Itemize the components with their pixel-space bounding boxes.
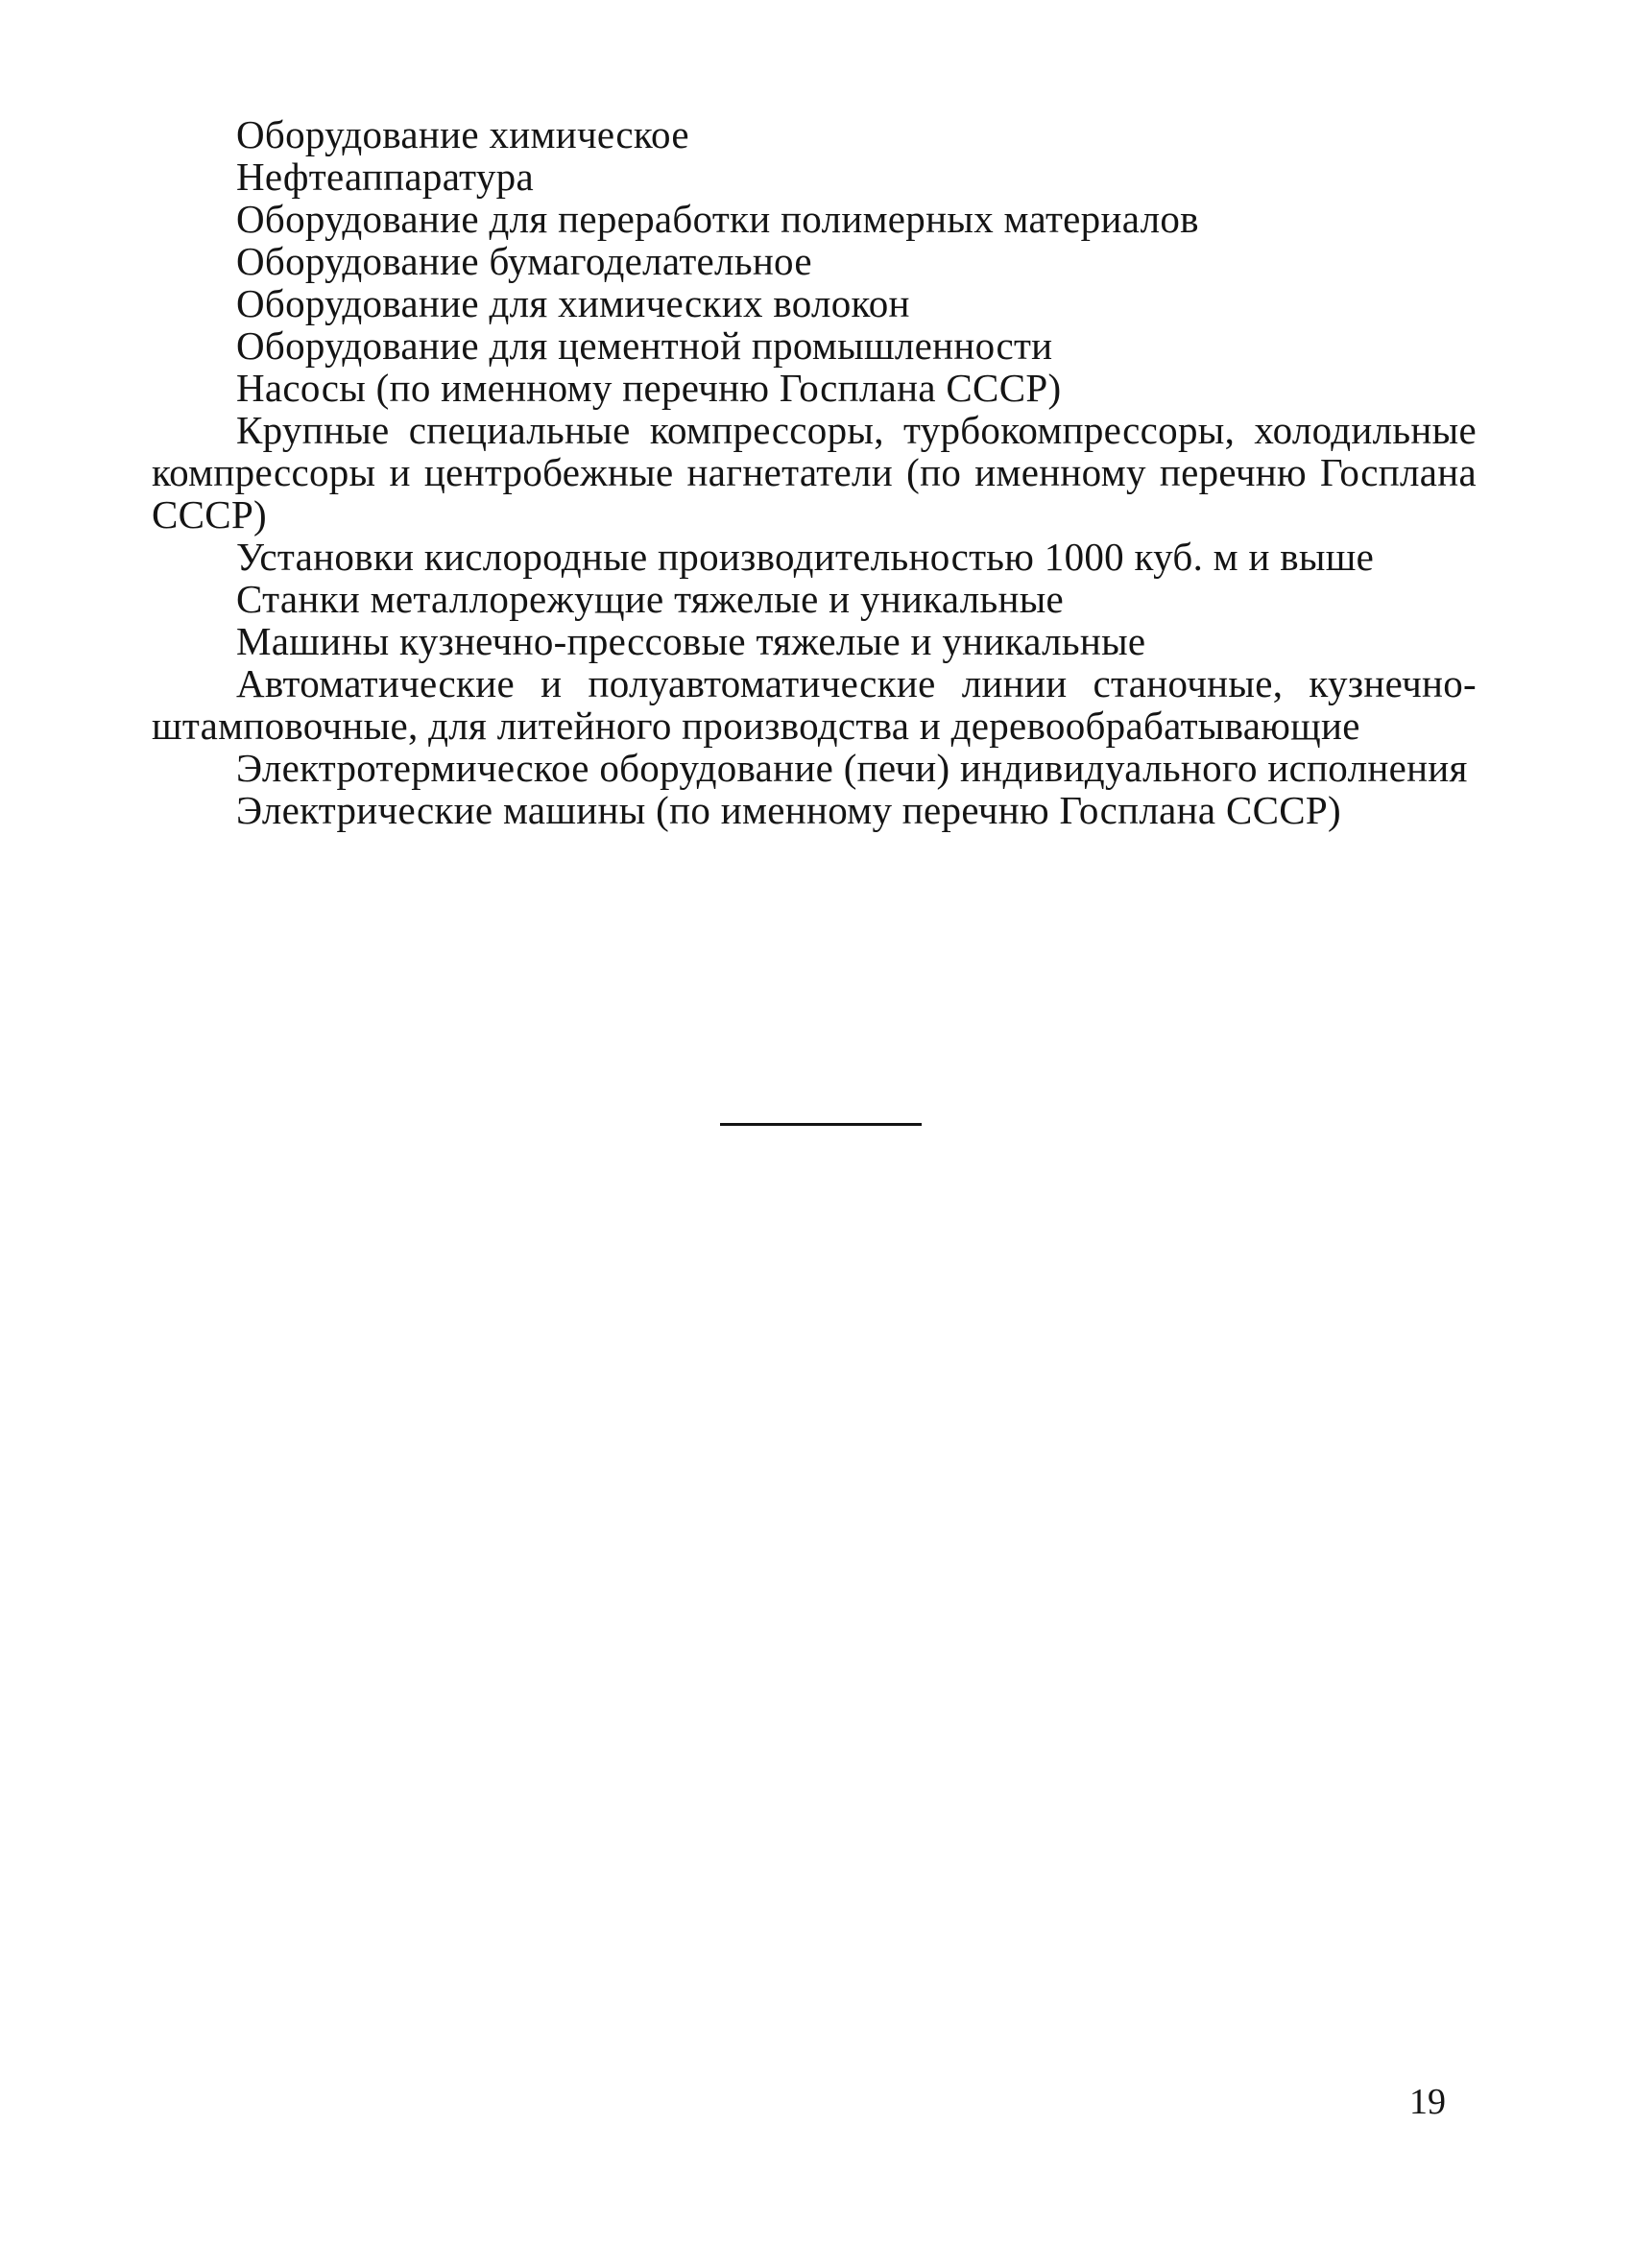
section-divider [720,1123,922,1126]
list-entry: Оборудование для переработки полимерных материалов [236,197,1199,241]
list-entry: Машины кузнечно-прессовые тяжелые и уникальные [236,619,1146,663]
page-number: 19 [1409,2082,1446,2122]
list-entry: Оборудование для химических волокон [236,281,910,325]
list-entry: Установки кислородные производительностью 1000 куб. м и выше [236,535,1375,579]
list-entry: Крупные специальные компрессоры, турбокомпрессоры, холодильные компрессоры и центробежные нагнетатели (по именному перечню Госплана СССР) [152,408,1477,537]
list-entry: Насосы (по именному перечню Госплана СССР) [236,366,1062,410]
list-entry: Автоматические и полуавтоматические линии станочные, кузнечно-штамповочные, для литейного производства и деревообрабатывающие [152,661,1477,748]
list-entry: Оборудование бумагоделательное [236,239,812,283]
list-entry: Оборудование химическое [236,112,689,156]
list-entry: Электрические машины (по именному перечню Госплана СССР) [236,788,1341,832]
list-entry: Нефтеаппаратура [236,155,534,199]
equipment-list [152,113,1477,831]
list-entry: Электротермическое оборудование (печи) индивидуального исполнения [236,746,1468,790]
list-entry: Оборудование для цементной промышленности [236,323,1053,368]
list-entry: Станки металлорежущие тяжелые и уникальные [236,577,1065,621]
